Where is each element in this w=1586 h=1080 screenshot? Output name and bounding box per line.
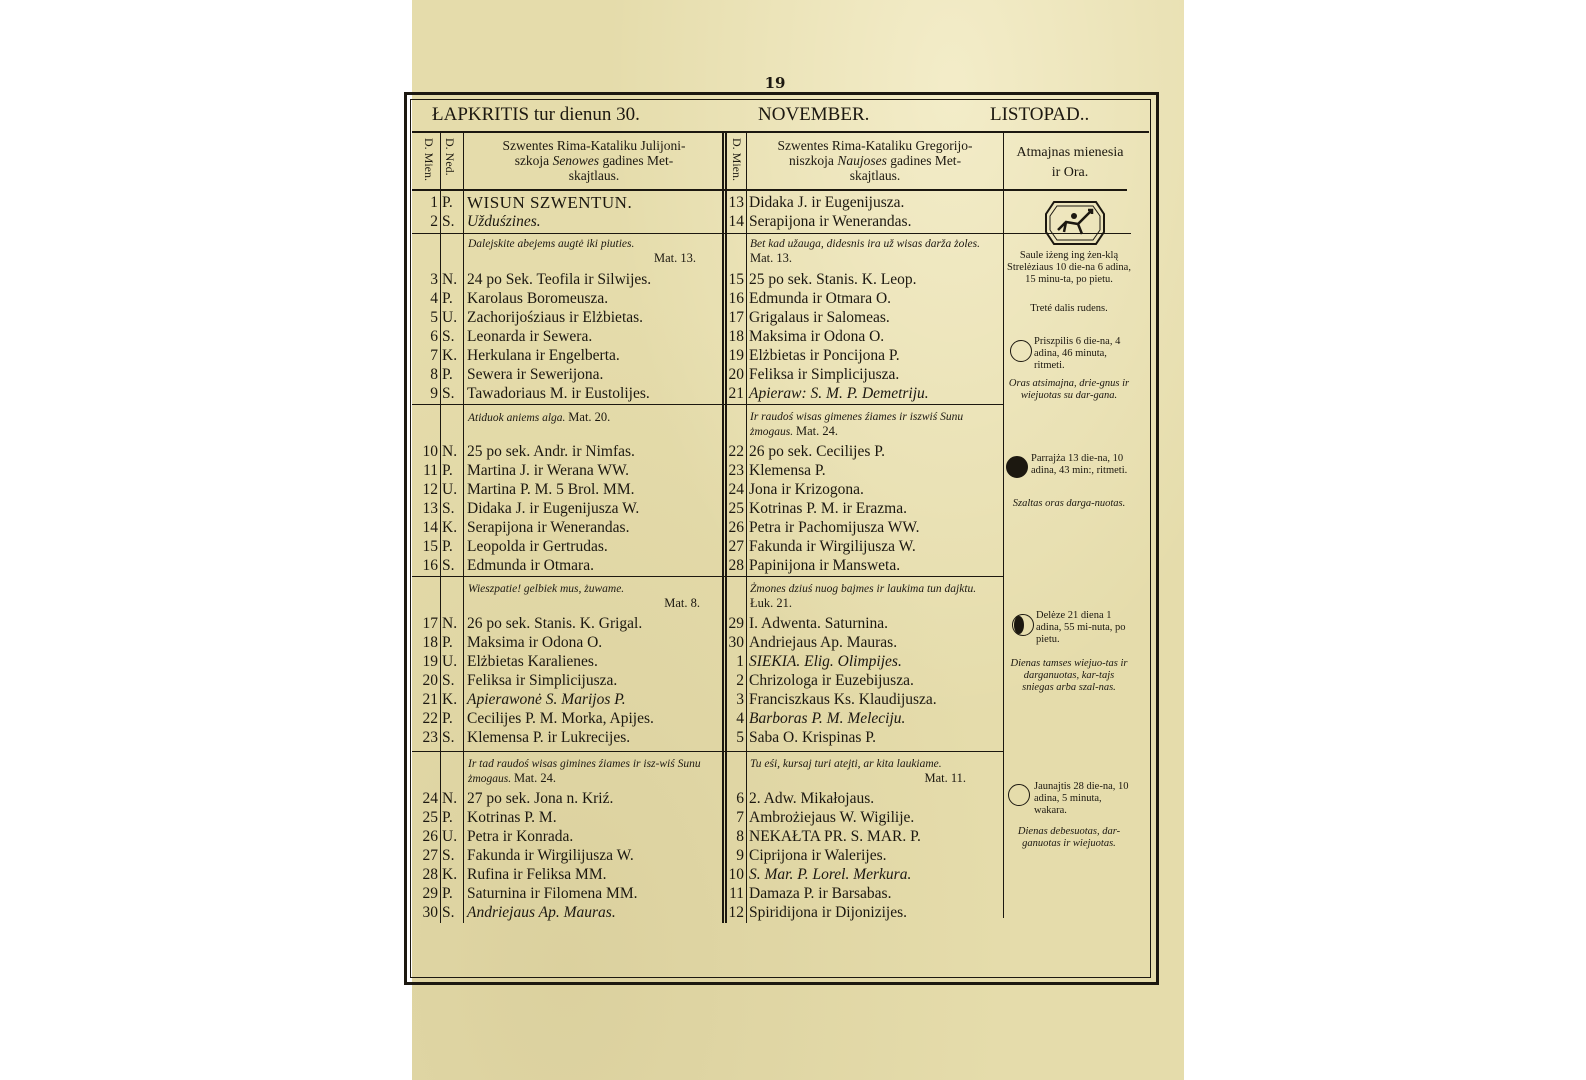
calendar-row: [0, 827, 1000, 846]
col-header-julian: Szwentes Rima-Kataliku Julijoni- szkoja Senowes gadines Met- skajtlaus.: [502, 138, 686, 183]
calendar-row: [0, 327, 1000, 346]
day-of-month: 23: [422, 729, 438, 746]
julian-feast: Apierawonė S. Marijos P.: [467, 691, 626, 708]
moon-new-weather: Dienas debesuotas, dar-ganuotas ir wiejuotas.: [1017, 826, 1121, 849]
calendar-row: [0, 461, 1000, 480]
julian-feast: 26 po sek. Stanis. K. Grigal.: [467, 615, 643, 632]
weekday-letter: P.: [442, 194, 453, 211]
gregorian-day: 6: [736, 790, 744, 807]
month-title-pl: LISTOPAD..: [990, 104, 1090, 125]
gregorian-feast: Elżbietas ir Poncijona P.: [749, 347, 900, 364]
julian-feast: 27 po sek. Jona n. Kriź.: [467, 790, 614, 807]
julian-feast: Petra ir Konrada.: [467, 828, 574, 845]
weekday-letter: K.: [442, 519, 458, 536]
first-quarter-moon-icon: [1010, 340, 1032, 362]
gospel-4-left: Ir tad raudoś wisas gimines źiames ir isz-wiś Sunu żmogaus. Mat. 24.: [468, 758, 701, 785]
moon-last-quarter-weather: Dienas tamses wiejuo-tas ir darganuotas, kar-tajs sniegas arba szal-nas.: [1010, 658, 1128, 693]
sagittarius-sign-icon: [1044, 200, 1106, 246]
gregorian-day: 27: [728, 538, 744, 555]
julian-feast: Rufina ir Feliksa MM.: [467, 866, 607, 883]
col-header-day-month: D. Mien.: [422, 138, 436, 181]
gregorian-day: 3: [736, 691, 744, 708]
day-of-month: 20: [422, 672, 438, 689]
gregorian-day: 4: [736, 710, 744, 727]
julian-feast: Klemensa P. ir Lukrecijes.: [467, 729, 631, 746]
gregorian-feast: Feliksa ir Simplicijusza.: [749, 366, 900, 383]
moon-last-quarter-text: Delėze 21 diena 1 adina, 55 mi-nuta, po pietu.: [1036, 610, 1126, 645]
julian-feast: Leonarda ir Sewera.: [467, 328, 593, 345]
rule-4: [412, 751, 1003, 752]
weekday-letter: K.: [442, 691, 458, 708]
julian-feast: Karolaus Boromeusza.: [467, 290, 609, 307]
moon-full-weather: Szaltas oras darga-nuotas.: [1012, 498, 1126, 509]
julian-feast: WISUN SZWENTUN.: [467, 193, 633, 212]
weekday-letter: P.: [442, 462, 453, 479]
day-of-month: 17: [422, 615, 438, 632]
gregorian-feast: Fakunda ir Wirgilijusza W.: [749, 538, 916, 555]
rule-2: [412, 404, 1003, 405]
weekday-letter: U.: [442, 309, 458, 326]
gregorian-day: 28: [728, 557, 744, 574]
calendar-row: [0, 709, 1000, 728]
calendar-row: [0, 808, 1000, 827]
gregorian-day: 2: [736, 672, 744, 689]
moon-new-text: Jaunajtis 28 die-na, 10 adina, 5 minuta, wakara.: [1034, 781, 1129, 816]
julian-feast: Andriejaus Ap. Mauras.: [467, 904, 616, 921]
header-rule: [412, 131, 1149, 133]
day-of-month: 4: [430, 290, 438, 307]
julian-feast: 24 po Sek. Teofila ir Silwijes.: [467, 271, 652, 288]
julian-feast: Edmunda ir Otmara.: [467, 557, 594, 574]
gregorian-feast: Saba O. Krispinas P.: [749, 729, 877, 746]
full-moon-icon: [1006, 456, 1028, 478]
weekday-letter: S.: [442, 729, 455, 746]
gregorian-day: 7: [736, 809, 744, 826]
rule-3: [412, 576, 1003, 577]
gregorian-day: 29: [728, 615, 744, 632]
gregorian-feast: Apieraw: S. M. P. Demetriju.: [749, 385, 929, 402]
weekday-letter: S.: [442, 328, 455, 345]
day-of-month: 13: [422, 500, 438, 517]
weekday-letter: N.: [442, 271, 458, 288]
day-of-month: 2: [430, 213, 438, 230]
day-of-month: 15: [422, 538, 438, 555]
calendar-row: [0, 537, 1000, 556]
weekday-letter: N.: [442, 790, 458, 807]
gregorian-day: 5: [736, 729, 744, 746]
julian-feast: Serapijona ir Wenerandas.: [467, 519, 630, 536]
day-of-month: 11: [423, 462, 438, 479]
sun-entry-text: Saule iżeng ing żen-klą Strelėziaus 10 die-na 6 adina, 15 minu-ta, po pietu.: [1007, 250, 1131, 285]
new-moon-icon: [1008, 784, 1030, 806]
calendar-row: [0, 903, 1000, 922]
day-of-month: 19: [422, 653, 438, 670]
day-of-month: 26: [422, 828, 438, 845]
calendar-row: [0, 614, 1000, 633]
julian-feast: Leopolda ir Gertrudas.: [467, 538, 608, 555]
day-of-month: 5: [430, 309, 438, 326]
gregorian-day: 30: [728, 634, 744, 651]
julian-feast: Maksima ir Odona O.: [467, 634, 603, 651]
gregorian-day: 26: [728, 519, 744, 536]
gregorian-feast: S. Mar. P. Lorel. Merkura.: [749, 866, 912, 883]
gregorian-feast: Ambrożiejaus W. Wigilije.: [749, 809, 915, 826]
col-header-day-week: D. Ned.: [443, 138, 457, 176]
col-header-weather: Atmajnas mienesia ir Ora.: [1016, 145, 1124, 180]
gregorian-feast: Petra ir Pachomijusza WW.: [749, 519, 920, 536]
weekday-letter: K.: [442, 347, 458, 364]
col-header-gregorian: Szwentes Rima-Kataliku Gregorijo- niszkoja Naujoses gadines Met- skajtlaus.: [777, 138, 973, 183]
gregorian-feast: Damaza P. ir Barsabas.: [749, 885, 892, 902]
day-of-month: 16: [422, 557, 438, 574]
gregorian-day: 11: [729, 885, 744, 902]
day-of-month: 29: [422, 885, 438, 902]
julian-feast: Feliksa ir Simplicijusza.: [467, 672, 618, 689]
gregorian-feast: Barboras P. M. Meleciju.: [749, 710, 906, 727]
gregorian-day: 22: [728, 443, 744, 460]
gregorian-feast: Spiridijona ir Dijonizijes.: [749, 904, 907, 921]
gregorian-feast: Ciprijona ir Walerijes.: [749, 847, 887, 864]
day-of-month: 24: [422, 790, 438, 807]
gregorian-feast: Edmunda ir Otmara O.: [749, 290, 892, 307]
calendar-row: [0, 518, 1000, 537]
calendar-row: [0, 884, 1000, 903]
day-of-month: 14: [422, 519, 438, 536]
gregorian-feast: Jona ir Krizogona.: [749, 481, 864, 498]
calendar-row: [0, 270, 1000, 289]
weekday-letter: P.: [442, 290, 453, 307]
gregorian-feast: Papinijona ir Mansweta.: [749, 557, 901, 574]
gregorian-day: 1: [736, 653, 744, 670]
julian-feast: Martina J. ir Werana WW.: [467, 462, 630, 479]
gregorian-day: 15: [728, 271, 744, 288]
day-of-month: 18: [422, 634, 438, 651]
day-of-month: 25: [422, 809, 438, 826]
gregorian-day: 17: [728, 309, 744, 326]
weekday-letter: S.: [442, 385, 455, 402]
day-of-month: 1: [430, 194, 438, 211]
weekday-letter: S.: [442, 847, 455, 864]
day-of-month: 30: [422, 904, 438, 921]
gregorian-day: 9: [736, 847, 744, 864]
calendar-row: [0, 346, 1000, 365]
julian-feast: Elżbietas Karalienes.: [467, 653, 598, 670]
calendar-row: [0, 308, 1000, 327]
day-of-month: 6: [430, 328, 438, 345]
julian-feast: Didaka J. ir Eugenijusza W.: [467, 500, 640, 517]
vline-6: [1003, 133, 1004, 918]
weekday-letter: S.: [442, 904, 455, 921]
last-quarter-moon-shade: [1014, 616, 1024, 634]
gospel-1-right: Bet kad užauga, didesnis ira už wisas darža żoles. Mat. 13.: [750, 238, 981, 265]
gregorian-feast: 2. Adw. Mikałojaus.: [749, 790, 875, 807]
julian-feast: Herkulana ir Engelberta.: [467, 347, 620, 364]
calendar-row: [0, 633, 1000, 652]
weekday-letter: U.: [442, 653, 458, 670]
calendar-row: [0, 789, 1000, 808]
gospel-4-right: Tu eśi, kursaj turi atejti, ar kita laukiame. Mat. 11.: [750, 758, 966, 785]
weekday-letter: S.: [442, 672, 455, 689]
gregorian-day: 25: [728, 500, 744, 517]
day-of-month: 8: [430, 366, 438, 383]
gregorian-feast: SIEKIA. Elig. Olimpijes.: [749, 653, 902, 670]
col-header-right-day: D. Mien.: [730, 138, 744, 181]
julian-feast: Martina P. M. 5 Brol. MM.: [467, 481, 635, 498]
moon-full-text: Parrajża 13 die-na, 10 adina, 43 min:, ritmeti.: [1031, 453, 1128, 476]
page-number: 19: [764, 74, 786, 92]
calendar-row: [0, 365, 1000, 384]
day-of-month: 28: [422, 866, 438, 883]
gregorian-day: 21: [728, 385, 744, 402]
calendar-row: [0, 728, 1000, 747]
calendar-row: [0, 671, 1000, 690]
calendar-row: [0, 480, 1000, 499]
gregorian-day: 12: [728, 904, 744, 921]
calendar-row: [0, 690, 1000, 709]
gregorian-feast: NEKAŁTA PR. S. MAR. P.: [749, 828, 921, 845]
julian-feast: Saturnina ir Filomena MM.: [467, 885, 638, 902]
julian-feast: Zachorijośziaus ir Elżbietas.: [467, 309, 644, 326]
day-of-month: 22: [422, 710, 438, 727]
gregorian-day: 13: [728, 194, 744, 211]
julian-feast: Sewera ir Sewerijona.: [467, 366, 604, 383]
gospel-1-left: Dalejskite abejems augtė iki piuties. Mat. 13.: [468, 238, 696, 265]
moon-first-quarter-weather: Oras atsimajna, drie-gnus ir wiejuotas su dar-gana.: [1008, 378, 1130, 401]
gregorian-feast: Maksima ir Odona O.: [749, 328, 885, 345]
weekday-letter: P.: [442, 885, 453, 902]
rule-1: [412, 233, 1003, 234]
weekday-letter: P.: [442, 710, 453, 727]
gregorian-feast: Didaka J. ir Eugenijusza.: [749, 194, 905, 211]
day-of-month: 21: [422, 691, 438, 708]
calendar-row: [0, 499, 1000, 518]
calendar-row: [0, 289, 1000, 308]
gregorian-feast: Grigalaus ir Salomeas.: [749, 309, 890, 326]
day-of-month: 10: [422, 443, 438, 460]
calendar-row: [0, 212, 1000, 231]
gospel-3-left: Wieszpatie! gelbiek mus, żuwame. Mat. 8.: [468, 583, 700, 610]
weekday-letter: U.: [442, 828, 458, 845]
weekday-letter: P.: [442, 538, 453, 555]
day-of-month: 7: [430, 347, 438, 364]
gregorian-feast: Franciszkaus Ks. Klaudijusza.: [749, 691, 937, 708]
moon-first-quarter-text: Priszpilis 6 die-na, 4 adina, 46 minuta, ritmeti.: [1034, 336, 1121, 371]
julian-feast: 25 po sek. Andr. ir Nimfas.: [467, 443, 635, 460]
weekday-letter: P.: [442, 366, 453, 383]
gregorian-day: 8: [736, 828, 744, 845]
season-text: Treté dalis rudens.: [1030, 303, 1108, 314]
gregorian-day: 10: [728, 866, 744, 883]
gregorian-feast: 26 po sek. Cecilijes P.: [749, 443, 886, 460]
weekday-letter: N.: [442, 443, 458, 460]
gospel-3-right: Żmones dziuś nuog bajmes ir laukima tun dajktu. Łuk. 21.: [750, 583, 977, 610]
gregorian-feast: Klemensa P.: [749, 462, 826, 479]
gregorian-feast: 25 po sek. Stanis. K. Leop.: [749, 271, 917, 288]
julian-feast: Kotrinas P. M.: [467, 809, 557, 826]
gregorian-day: 20: [728, 366, 744, 383]
julian-feast: Fakunda ir Wirgilijusza W.: [467, 847, 634, 864]
weekday-letter: S.: [442, 500, 455, 517]
gregorian-day: 14: [728, 213, 744, 230]
julian-feast: Cecilijes P. M. Morka, Apijes.: [467, 710, 654, 727]
calendar-row: [0, 865, 1000, 884]
day-of-month: 3: [430, 271, 438, 288]
day-of-month: 27: [422, 847, 438, 864]
gregorian-feast: Kotrinas P. M. ir Erazma.: [749, 500, 907, 517]
calendar-row: [0, 556, 1000, 575]
gregorian-feast: Chrizologa ir Euzebijusza.: [749, 672, 914, 689]
gospel-2-right: Ir raudoś wisas gimenes źiames ir iszwiś Sunu żmogaus. Mat. 24.: [750, 411, 964, 438]
weekday-letter: S.: [442, 557, 455, 574]
weekday-letter: N.: [442, 615, 458, 632]
gregorian-feast: I. Adwenta. Saturnina.: [749, 615, 889, 632]
gregorian-feast: Andriejaus Ap. Mauras.: [749, 634, 898, 651]
calendar-row: [0, 652, 1000, 671]
julian-feast: Užduśzines.: [467, 213, 541, 230]
weekday-letter: K.: [442, 866, 458, 883]
calendar-row: [0, 193, 1000, 212]
calendar-row: [0, 442, 1000, 461]
gospel-2-left: Atiduok aniems alga. Mat. 20.: [468, 410, 611, 424]
julian-feast: Tawadoriaus M. ir Eustolijes.: [467, 385, 650, 402]
day-of-month: 9: [430, 385, 438, 402]
weekday-letter: P.: [442, 634, 453, 651]
month-title-lt: ŁAPKRITIS tur dienun 30.: [432, 104, 640, 125]
gregorian-day: 16: [728, 290, 744, 307]
gregorian-day: 18: [728, 328, 744, 345]
calendar-row: [0, 384, 1000, 403]
weekday-letter: S.: [442, 213, 455, 230]
month-title-en: NOVEMBER.: [758, 104, 870, 125]
gregorian-day: 23: [728, 462, 744, 479]
gregorian-day: 24: [728, 481, 744, 498]
day-of-month: 12: [422, 481, 438, 498]
col-header-rule: [412, 189, 1127, 191]
gregorian-feast: Serapijona ir Wenerandas.: [749, 213, 912, 230]
weekday-letter: P.: [442, 809, 453, 826]
calendar-row: [0, 846, 1000, 865]
gregorian-day: 19: [728, 347, 744, 364]
weekday-letter: U.: [442, 481, 458, 498]
